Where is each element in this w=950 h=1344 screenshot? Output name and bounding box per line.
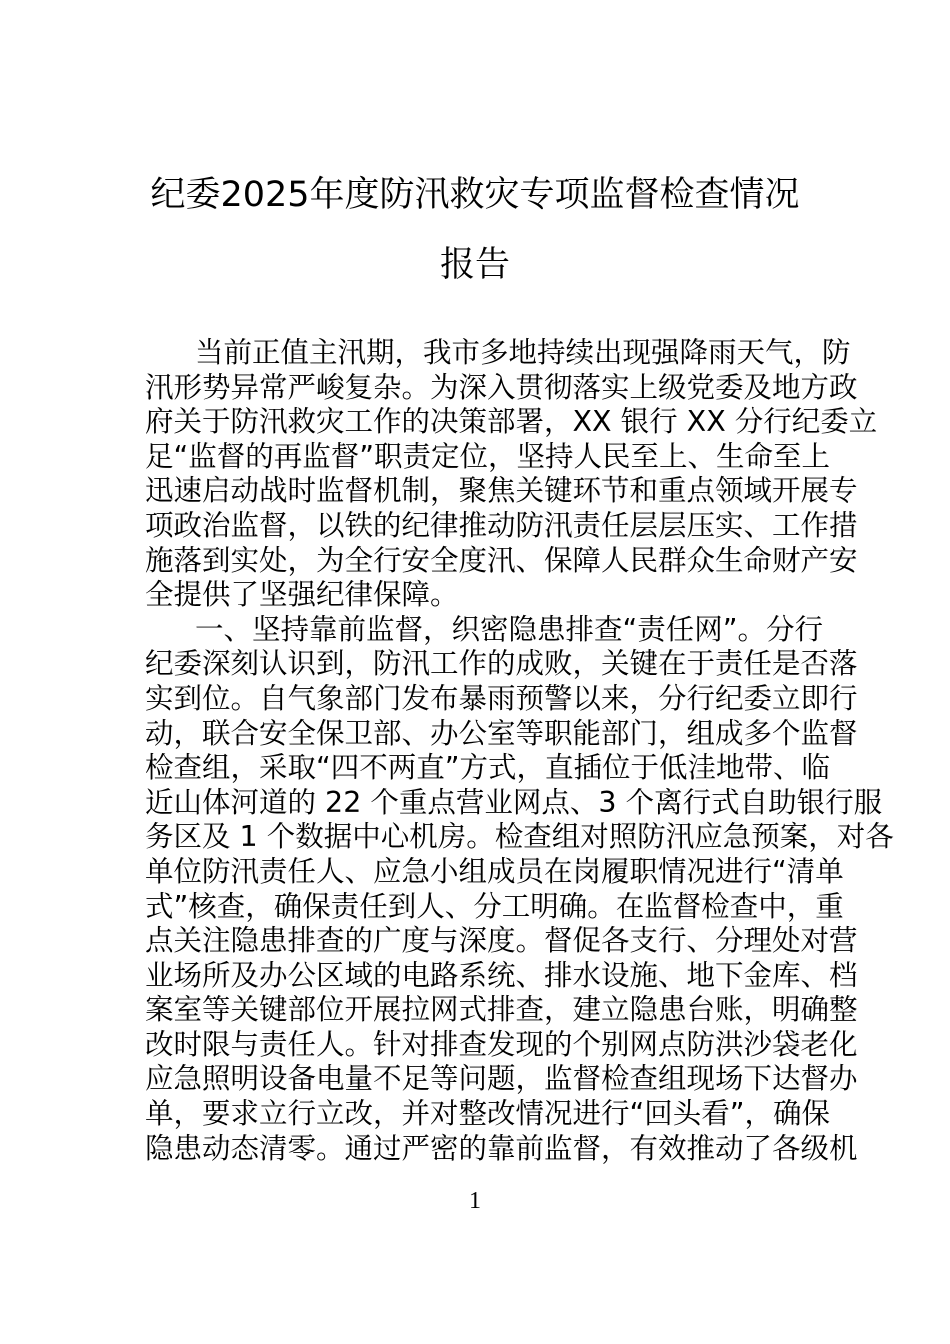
paragraph-line: 施落到实处，为全行安全度汛、保障人民群众生命财产安 [145,543,858,577]
paragraph [145,336,878,613]
paragraph-line: 足“监督的再监督”职责定位，坚持人民至上、生命至上 [145,439,831,473]
paragraph-line: 项政治监督，以铁的纪律推动防汛责任层层压实、工作措 [145,508,858,542]
paragraph-line: 汛形势异常严峻复杂。为深入贯彻落实上级党委及地方政 [145,370,858,404]
paragraph-line: 式”核查，确保责任到人、分工明确。在监督检查中，重 [145,889,844,923]
title-line-2: 报告 [439,245,510,285]
paragraph-line: 业场所及办公区域的电路系统、排水设施、地下金库、档 [145,958,858,992]
paragraph-line: 一、坚持靠前监督，织密隐患排查“责任网”。分行 [195,612,824,646]
paragraph-line: 实到位。自气象部门发布暴雨预警以来，分行纪委立即行 [145,681,858,715]
paragraph-line: 当前正值主汛期，我市多地持续出现强降雨天气，防 [195,336,851,369]
paragraph-line: 改时限与责任人。针对排查发现的个别网点防洪沙袋老化 [145,1027,858,1061]
paragraph-line: 应急照明设备电量不足等问题，监督检查组现场下达督办 [145,1062,858,1096]
paragraph-line: 府关于防汛救灾工作的决策部署，XX 银行 XX 分行纪委立 [145,405,878,439]
paragraph-line: 案室等关键部位开展拉网式排查，建立隐患台账，明确整 [145,993,858,1027]
paragraph-line: 单位防汛责任人、应急小组成员在岗履职情况进行“清单 [145,854,844,888]
paragraph-line: 点关注隐患排查的广度与深度。督促各支行、分理处对营 [145,924,858,958]
paragraph [145,612,894,1167]
paragraph-line: 单，要求立行立改，并对整改情况进行“回头看”，确保 [145,1097,831,1131]
paragraph-line: 纪委深刻认识到，防汛工作的成败，关键在于责任是否落 [145,647,858,681]
paragraph-line: 务区及 1 个数据中心机房。检查组对照防汛应急预案，对各 [145,820,894,854]
paragraph-line: 迅速启动战时监督机制，聚焦关键环节和重点领域开展专 [145,474,858,508]
paragraph-line: 全提供了坚强纪律保障。 [145,578,459,612]
paragraph-line: 近山体河道的 22 个重点营业网点、3 个离行式自助银行服 [145,785,883,819]
title-line-1: 纪委2025年度防汛救灾专项监督检查情况 [150,175,800,215]
paragraph-line: 隐患动态清零。通过严密的靠前监督，有效推动了各级机 [145,1131,858,1165]
paragraph-line: 动，联合安全保卫部、办公室等职能部门，组成多个监督 [145,716,858,750]
page-number: 1 [469,1188,481,1214]
document-title [100,160,850,300]
document-body [145,336,894,1166]
paragraph-line: 检查组，采取“四不两直”方式，直插位于低洼地带、临 [145,751,831,785]
